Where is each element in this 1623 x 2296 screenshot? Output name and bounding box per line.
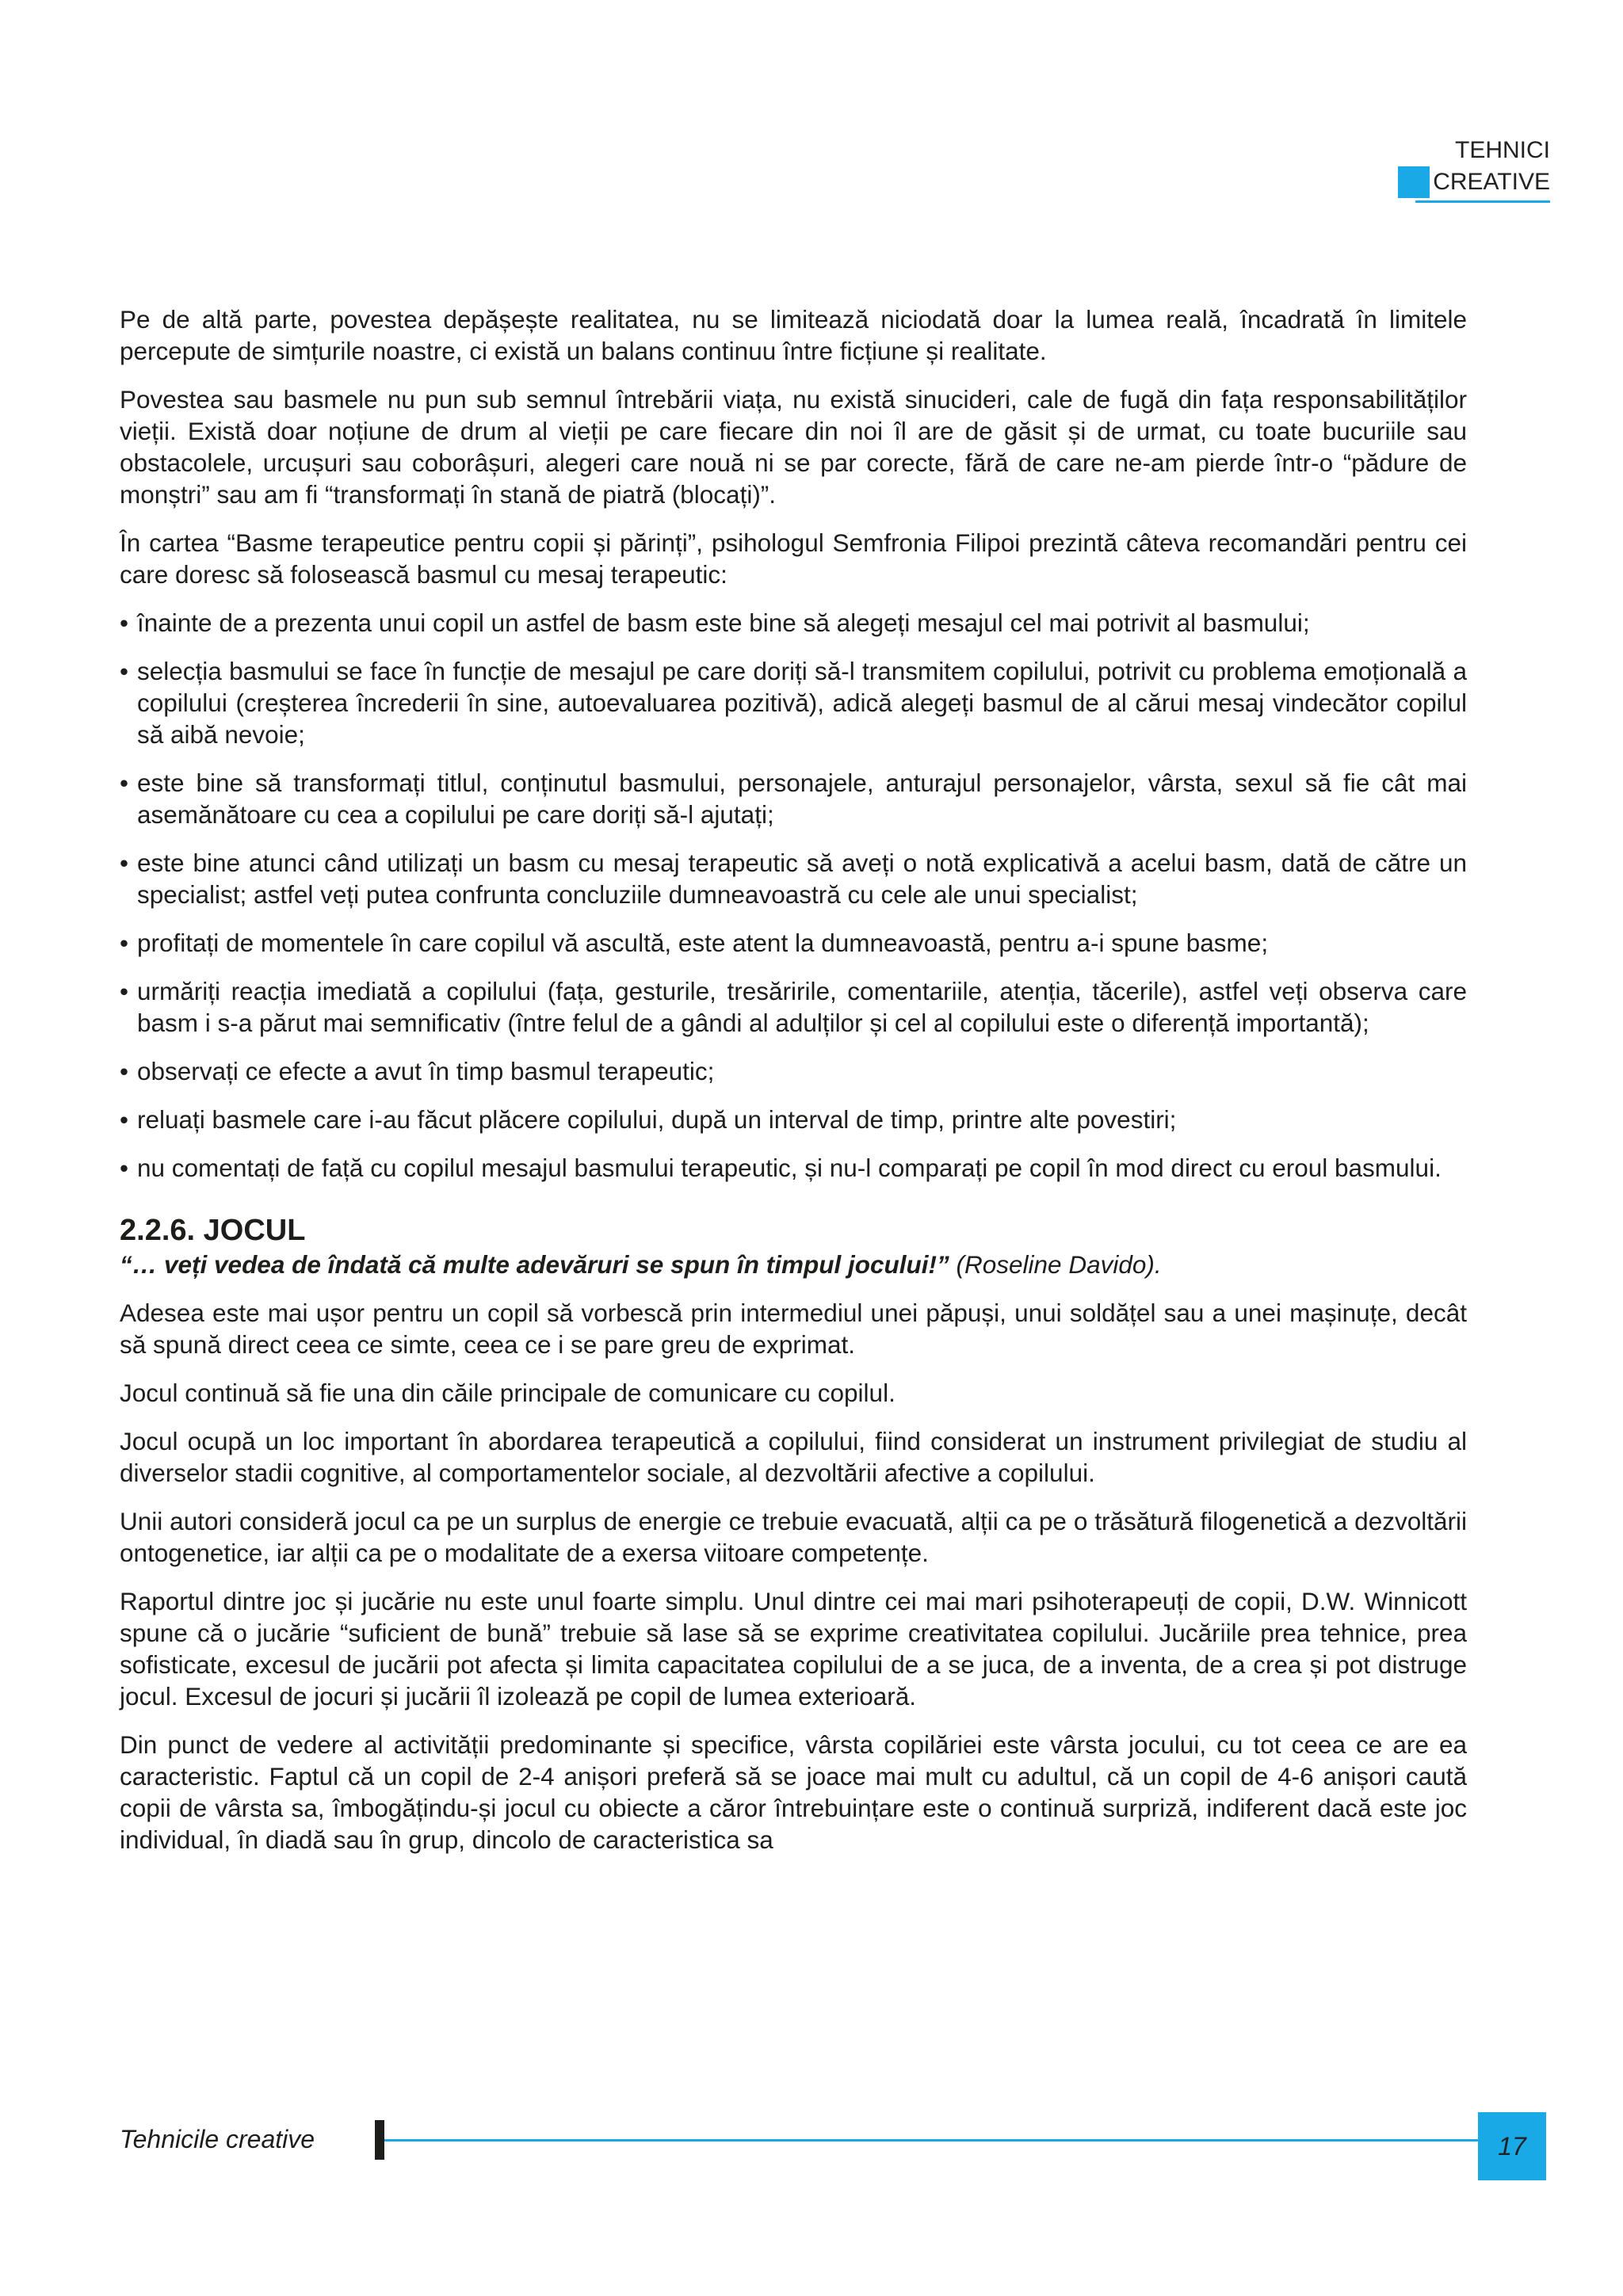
section-paragraph-2: Jocul continuă să fie una din căile principale de comunicare cu copilul. (120, 1379, 896, 1407)
intro-paragraph-3: În cartea “Basme terapeutice pentru copii și părinți”, psihologul Semfronia Filipoi prezintă câteva recomandări pentru cei care doresc să folosească basmul cu mesaj terapeutic: (120, 528, 1467, 589)
bullet-icon: • (120, 929, 129, 957)
bullet-icon: • (120, 1057, 129, 1085)
list-item: • observați ce efecte a avut în timp basmul terapeutic; (120, 1057, 715, 1085)
bullet-icon: • (120, 849, 129, 877)
section-paragraph-5: Raportul dintre joc și jucărie nu este unul foarte simplu. Unul dintre cei mai mari psihoterapeuți de copii, D.W. Winnicott spune că o jucărie “suficient de bună” trebuie să lase să se exprime creativitatea copilului. Jucăriile prea tehnice, prea sofisticate, excesul de jucării pot afecta și limita capacitatea copilului de a se juca, de a inventa, de a crea și pot distruge jocul. Excesul de jocuri și jucării îl izolează pe copil de lumea exterioară. (120, 1587, 1467, 1711)
footer-rule (384, 2139, 1478, 2142)
recommendations-list (120, 607, 1467, 1184)
section-paragraph-6: Din punct de vedere al activității predominante și specifice, vârsta copilăriei este vârsta jocului, cu tot ceea ce are ea caracteristic. Faptul că un copil de 2-4 anișori preferă să se joace mai mult cu adultul, că un copil de 4-6 anișori caută copii de vârsta sa, îmbogățindu-și jocul cu obiecte a căror întrebuințare este o continuă surpriză, indiferent dacă este joc individual, în diadă sau în grup, dincolo de caracteristica sa (120, 1730, 1467, 1854)
footer-title: Tehnicile creative (120, 2125, 315, 2153)
quote-author: (Roseline Davido). (949, 1250, 1162, 1279)
bullet-icon: • (120, 1105, 129, 1134)
section-quote (120, 1249, 1467, 1280)
intro-paragraph-1: Pe de altă parte, povestea depășește realitatea, nu se limitează niciodată doar la lumea reală, încadrată în limitele percepute de simțurile noastre, ci există un balans continuu între ficțiune și realitate. (120, 305, 1467, 365)
list-item: • selecția basmului se face în funcție de mesajul pe care doriți să-l transmitem copilului, potrivit cu problema emoțională a copilului (creșterea încrederii în sine, autoevaluarea pozitivă), adică alegeți basmul de al cărui mesaj vindecător copilul să aibă nevoie; (120, 657, 1467, 749)
list-item: • profitați de momentele în care copilul vă ascultă, este atent la dumneavoastă, pentru a-i spune basme; (120, 929, 1269, 957)
chapter-header (1398, 135, 1550, 198)
list-item: • este bine atunci când utilizați un basm cu mesaj terapeutic să aveți o notă explicativă a acelui basm, dată de către un specialist; astfel veți putea confrunta concluziile dumneavoastră cu cele ale unui specialist; (120, 849, 1467, 909)
list-item: • reluați basmele care i-au făcut plăcere copilului, după un interval de timp, printre alte povestiri; (120, 1105, 1177, 1134)
quote-text: “… veți vedea de îndată că multe adevăruri se spun în timpul jocului!” (120, 1250, 949, 1279)
list-item: • este bine să transformați titlul, conținutul basmului, personajele, anturajul personajelor, vârsta, sexul să fie cât mai asemănătoare cu cea a copilului pe care doriți să-l ajutați; (120, 769, 1467, 829)
section-paragraph-4: Unii autori consideră jocul ca pe un surplus de energie ce trebuie evacuată, alții ca pe o trăsătură filogenetică a dezvoltării ontogenetice, iar alții ca pe o modalitate de a exersa viitoare competențe. (120, 1507, 1467, 1567)
section-paragraph-1: Adesea este mai ușor pentru un copil să vorbescă prin intermediul unei păpuși, unui soldățel sau a unei mașinuțe, decât să spună direct ceea ce simte, ceea ce i se pare greu de exprimat. (120, 1299, 1467, 1359)
chapter-square-marker (1398, 166, 1430, 198)
section-title: 2.2.6. JOCUL (120, 1214, 306, 1247)
page-content (120, 303, 1467, 1872)
bullet-icon: • (120, 608, 129, 637)
bullet-icon: • (120, 769, 129, 797)
bullet-icon: • (120, 1154, 129, 1182)
list-item: • nu comentați de față cu copilul mesajul basmului terapeutic, și nu-l comparați pe copil în mod direct cu eroul basmului. (120, 1154, 1442, 1182)
section-paragraph-3: Jocul ocupă un loc important în abordarea terapeutică a copilului, fiind considerat un instrument privilegiat de studiu al diverselor stadii cognitive, al comportamentelor sociale, al dezvoltării afective a copilului. (120, 1427, 1467, 1487)
bullet-icon: • (120, 657, 129, 685)
list-item: • urmăriți reacția imediată a copilului (fața, gesturile, tresăririle, comentariile, atenția, tăcerile), astfel veți observa care basm i s-a părut mai semnificativ (între felul de a gândi al adulților și cel al copilului este o diferență importantă); (120, 977, 1467, 1037)
list-item: • înainte de a prezenta unui copil un astfel de basm este bine să alegeți mesajul cel mai potrivit al basmului; (120, 608, 1310, 637)
footer-bar (375, 2120, 384, 2160)
bullet-icon: • (120, 977, 129, 1005)
chapter-header-rule (1415, 200, 1550, 203)
intro-paragraph-2: Povestea sau basmele nu pun sub semnul întrebării viața, nu există sinucideri, cale de fugă din fața responsabilităților vieții. Există doar noțiune de drum al vieții pe care fiecare din noi îl are de găsit și de urmat, cu toate bucuriile sau obstacolele, urcușuri sau coborâșuri, alegeri care nouă ni se par corecte, fără de care ne-am pierde într-o “pădure de monștri” sau am fi “transformați în stană de piatră (blocați)”. (120, 385, 1467, 509)
chapter-header-line1: TEHNICI (1455, 137, 1550, 163)
page-number: 17 (1478, 2112, 1546, 2180)
chapter-header-line2: CREATIVE (1433, 169, 1550, 195)
